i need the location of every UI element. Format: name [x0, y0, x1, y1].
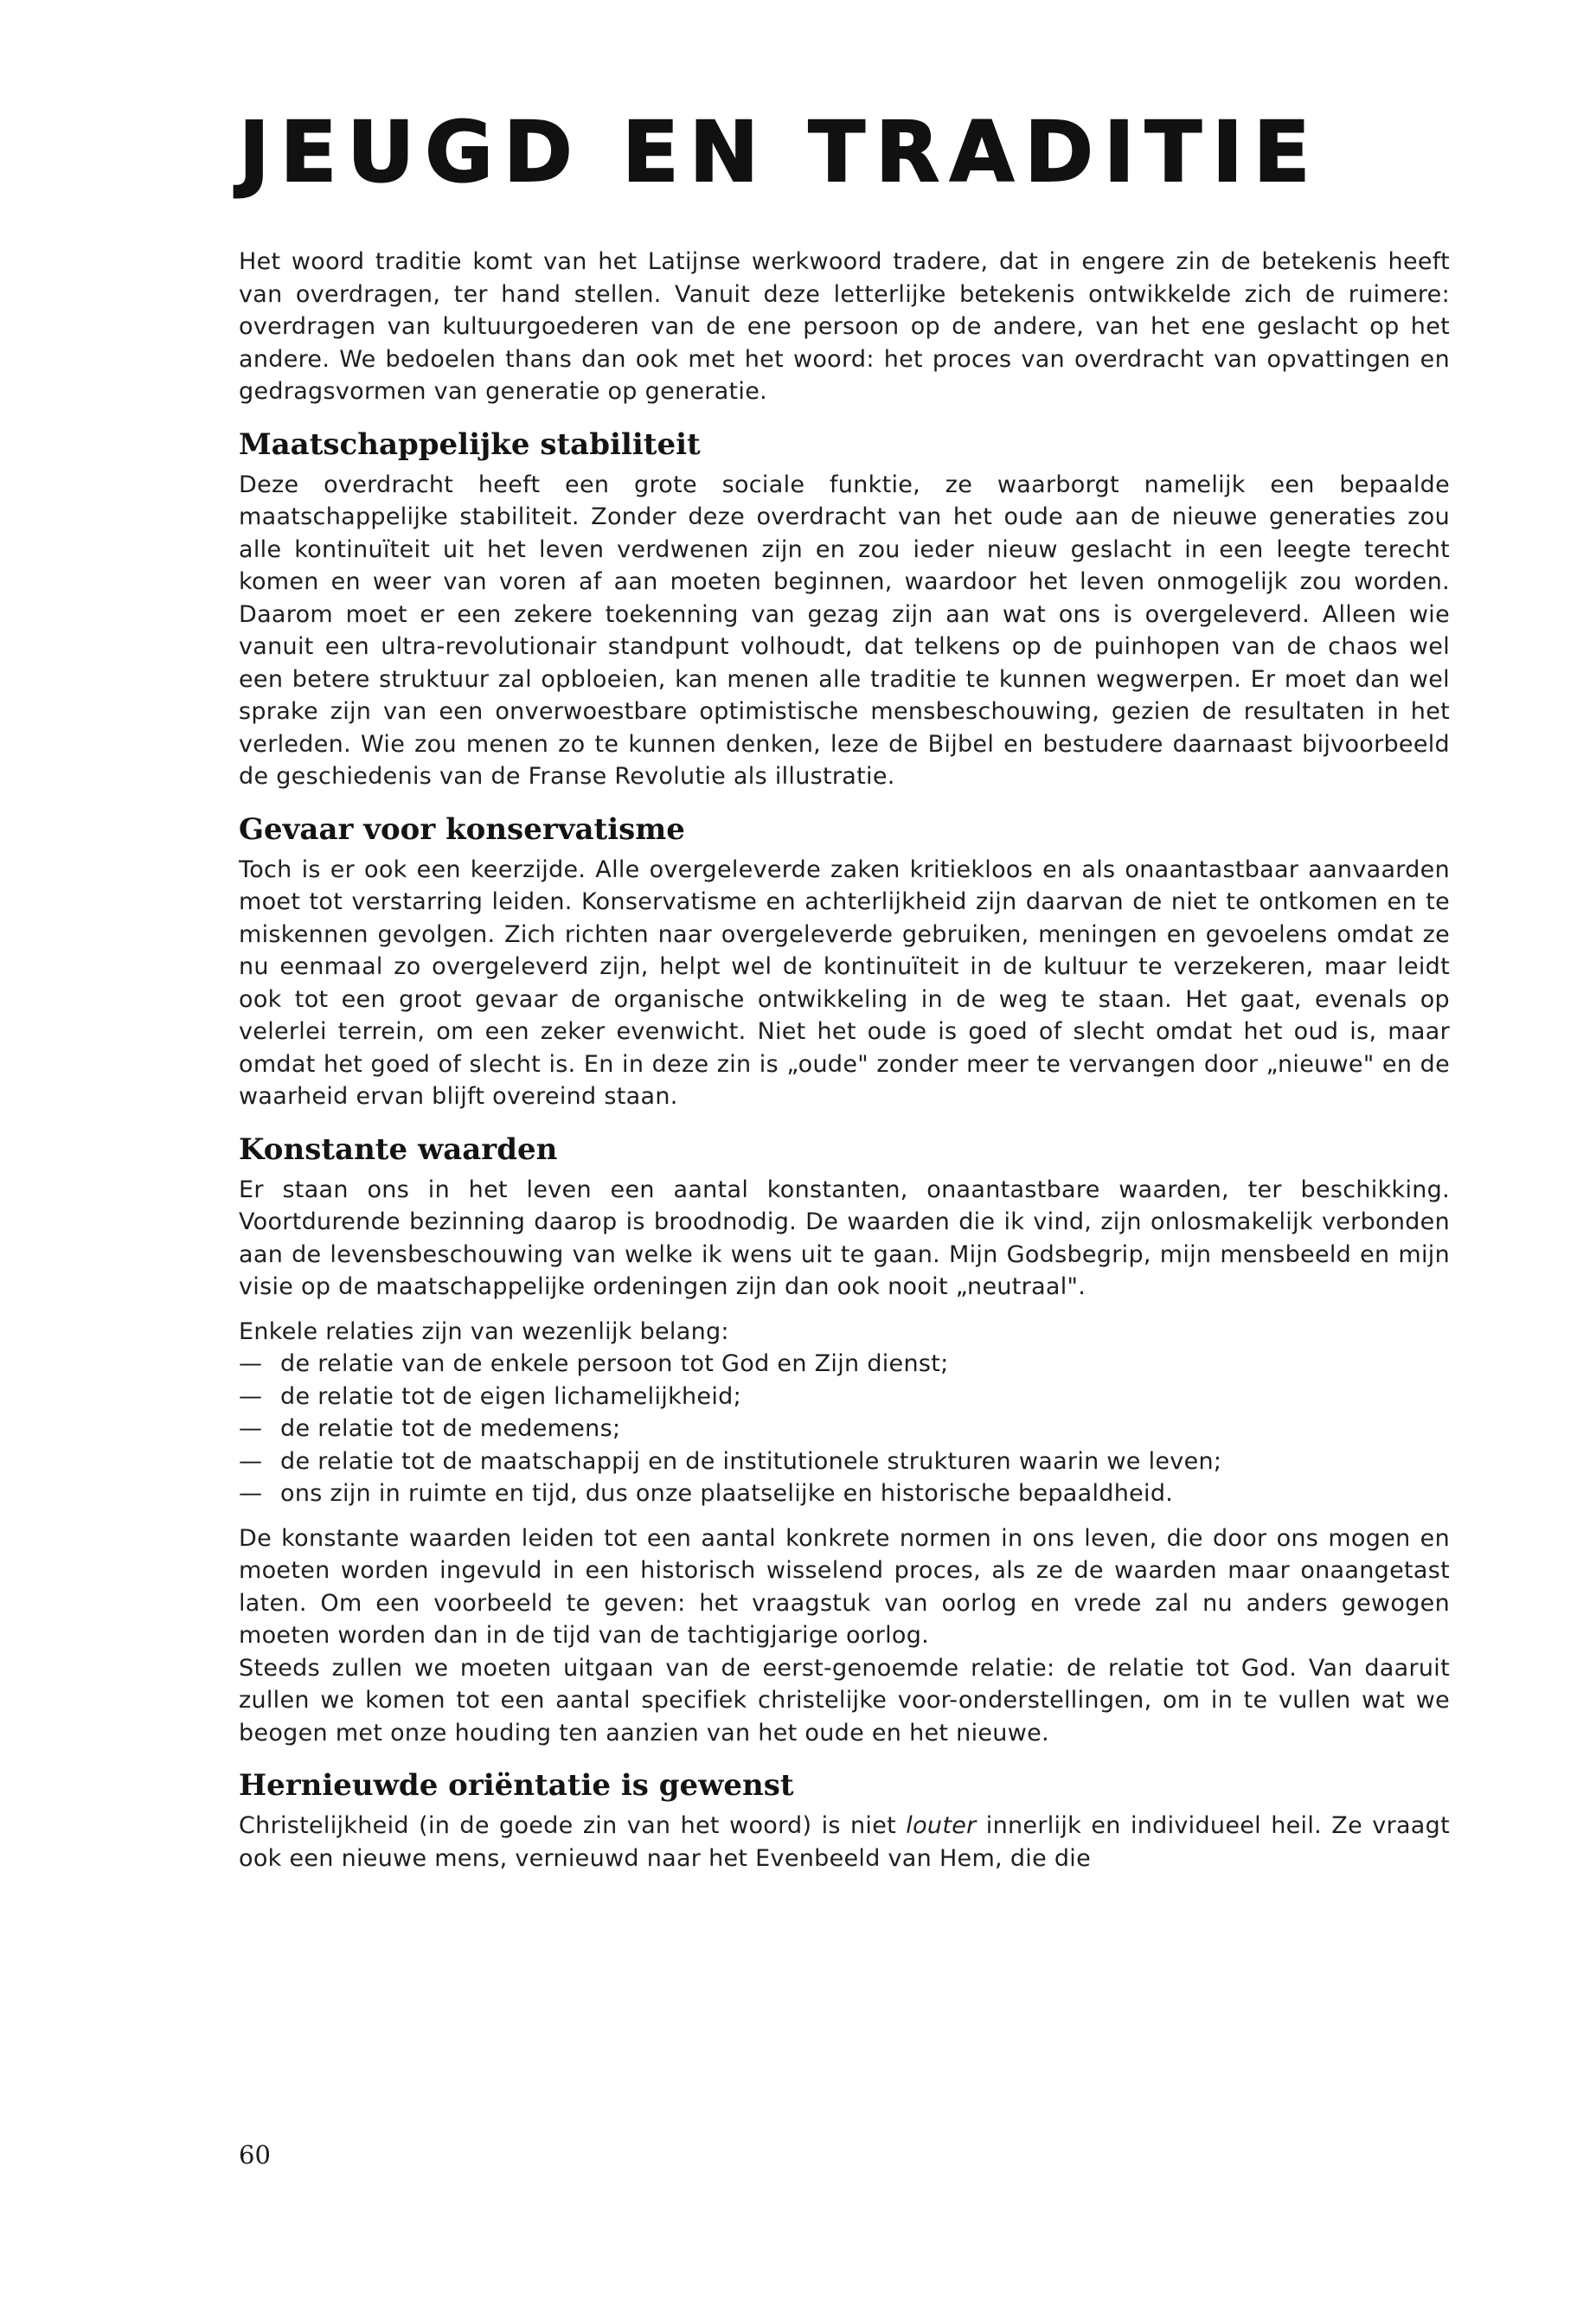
section-paragraph: Er staan ons in het leven een aantal konstanten, onaantastbare waarden, ter beschikking. Voortdurende bezinning daarop is broodnodig. De waarden die ik vind, zijn onlosmakelijk verbonden aan de levensbeschouwing van welke ik wens uit te gaan. Mijn Godsbegrip, mijn mensbeeld en mijn visie op de maatschappelijke ordeningen zijn dan ook nooit „neutraal". — [239, 1176, 1450, 1300]
dash-marker: — — [239, 1382, 263, 1410]
section-paragraph: De konstante waarden leiden tot een aantal konkrete normen in ons leven, die door ons mogen en moeten worden ingevuld in een historisch wisselend proces, als ze de waarden maar onaangetast laten. Om een voorbeeld te geven: het vraagstuk van oorlog en vrede zal nu anders gewogen moeten worden dan in de tijd van de tachtigjarige oorlog. — [239, 1524, 1450, 1649]
list-intro: Enkele relaties zijn van wezenlijk belang: — [239, 1317, 729, 1345]
dash-marker: — — [239, 1350, 263, 1377]
list-item — [239, 1381, 1450, 1413]
list-item-text: de relatie tot de medemens; — [280, 1415, 621, 1442]
intro-paragraph: Het woord traditie komt van het Latijnse werkwoord tradere, dat in engere zin de betekenis heeft van overdragen, ter hand stellen. Vanuit deze letterlijke betekenis ontwikkelde zich de ruimere: overdragen van kultuurgoederen van de ene persoon op de andere, van het ene geslacht op het andere. We bedoelen thans dan ook met het woord: het proces van overdracht van opvattingen en gedragsvormen van generatie op generatie. — [239, 248, 1450, 405]
section-heading-konstante-waarden: Konstante waarden — [239, 1131, 558, 1167]
section-paragraph: Steeds zullen we moeten uitgaan van de eerst-genoemde relatie: de relatie tot God. Van daaruit zullen we komen tot een aantal specifiek christelijke voor-onderstellingen, om in te vullen wat we beogen met onze houding ten aanzien van het oude en het nieuwe. — [239, 1654, 1450, 1747]
list-item-text: de relatie tot de maatschappij en de institutionele strukturen waarin we leven; — [280, 1447, 1222, 1475]
emphasis-text: louter — [906, 1812, 977, 1839]
dash-marker: — — [239, 1447, 263, 1475]
relations-list — [239, 1348, 1450, 1510]
list-item — [239, 1348, 1450, 1381]
dash-marker: — — [239, 1415, 263, 1442]
section-heading-orientatie: Hernieuwde oriëntatie is gewenst — [239, 1768, 794, 1803]
page-content — [239, 104, 1450, 1875]
list-item-text: de relatie van de enkele persoon tot God en Zijn dienst; — [280, 1350, 949, 1377]
list-item-text: de relatie tot de eigen lichamelijkheid; — [280, 1382, 741, 1410]
text-run: Christelijkheid (in de goede zin van het woord) is niet — [239, 1812, 907, 1839]
list-item — [239, 1477, 1450, 1510]
list-item-text: ons zijn in ruimte en tijd, dus onze plaatselijke en historische bepaaldheid. — [280, 1480, 1174, 1507]
section-heading-stabiliteit: Maatschappelijke stabiliteit — [239, 426, 701, 462]
page-number: 60 — [239, 2140, 271, 2170]
section-paragraph: Deze overdracht heeft een grote sociale funktie, ze waarborgt namelijk een bepaalde maatschappelijke stabiliteit. Zonder deze overdracht van het oude aan de nieuwe generaties zou alle kontinuïteit uit het leven verdwenen zijn en zou ieder nieuw geslacht in een leegte terecht komen en weer van voren af aan moeten beginnen, waardoor het leven onmogelijk zou worden. Daarom moet er een zekere toekenning van gezag zijn aan wat ons is overgeleverd. Alleen wie vanuit een ultra-revolutionair standpunt volhoudt, dat telkens op de puinhopen van de chaos wel een betere struktuur zal opbloeien, kan menen alle traditie te kunnen wegwerpen. Er moet dan wel sprake zijn van een onverwoestbare optimistische mensbeschouwing, gezien de resultaten in het verleden. Wie zou menen zo te kunnen denken, leze de Bijbel en bestudere daarnaast bijvoorbeeld de geschiedenis van de Franse Revolutie als illustratie. — [239, 471, 1450, 790]
list-item — [239, 1445, 1450, 1478]
text-run: innerlijk en individueel heil. Ze vraagt ook een nieuwe mens, vernieuwd naar het Evenbeeld van Hem, die die — [239, 1812, 1450, 1872]
dash-marker: — — [239, 1480, 263, 1507]
section-heading-konservatisme: Gevaar voor konservatisme — [239, 811, 685, 847]
section-paragraph: Toch is er ook een keerzijde. Alle overgeleverde zaken kritiekloos en als onaantastbaar aanvaarden moet tot verstarring leiden. Konservatisme en achterlijkheid zijn daarvan de niet te ontkomen en te miskennen gevolgen. Zich richten naar overgeleverde gebruiken, meningen en gevoelens omdat ze nu eenmaal zo overgeleverd zijn, helpt wel de kontinuïteit in de kultuur te verzekeren, maar leidt ook tot een groot gevaar de organische ontwikkeling in de weg te staan. Het gaat, evenals op velerlei terrein, om een zeker evenwicht. Niet het oude is goed of slecht omdat het oud is, maar omdat het goed of slecht is. En in deze zin is „oude" zonder meer te vervangen door „nieuwe" en de waarheid ervan blijft overeind staan. — [239, 856, 1450, 1110]
list-item — [239, 1413, 1450, 1445]
section-paragraph — [239, 1810, 1450, 1875]
page-title: JEUGD EN TRADITIE — [239, 104, 1321, 201]
